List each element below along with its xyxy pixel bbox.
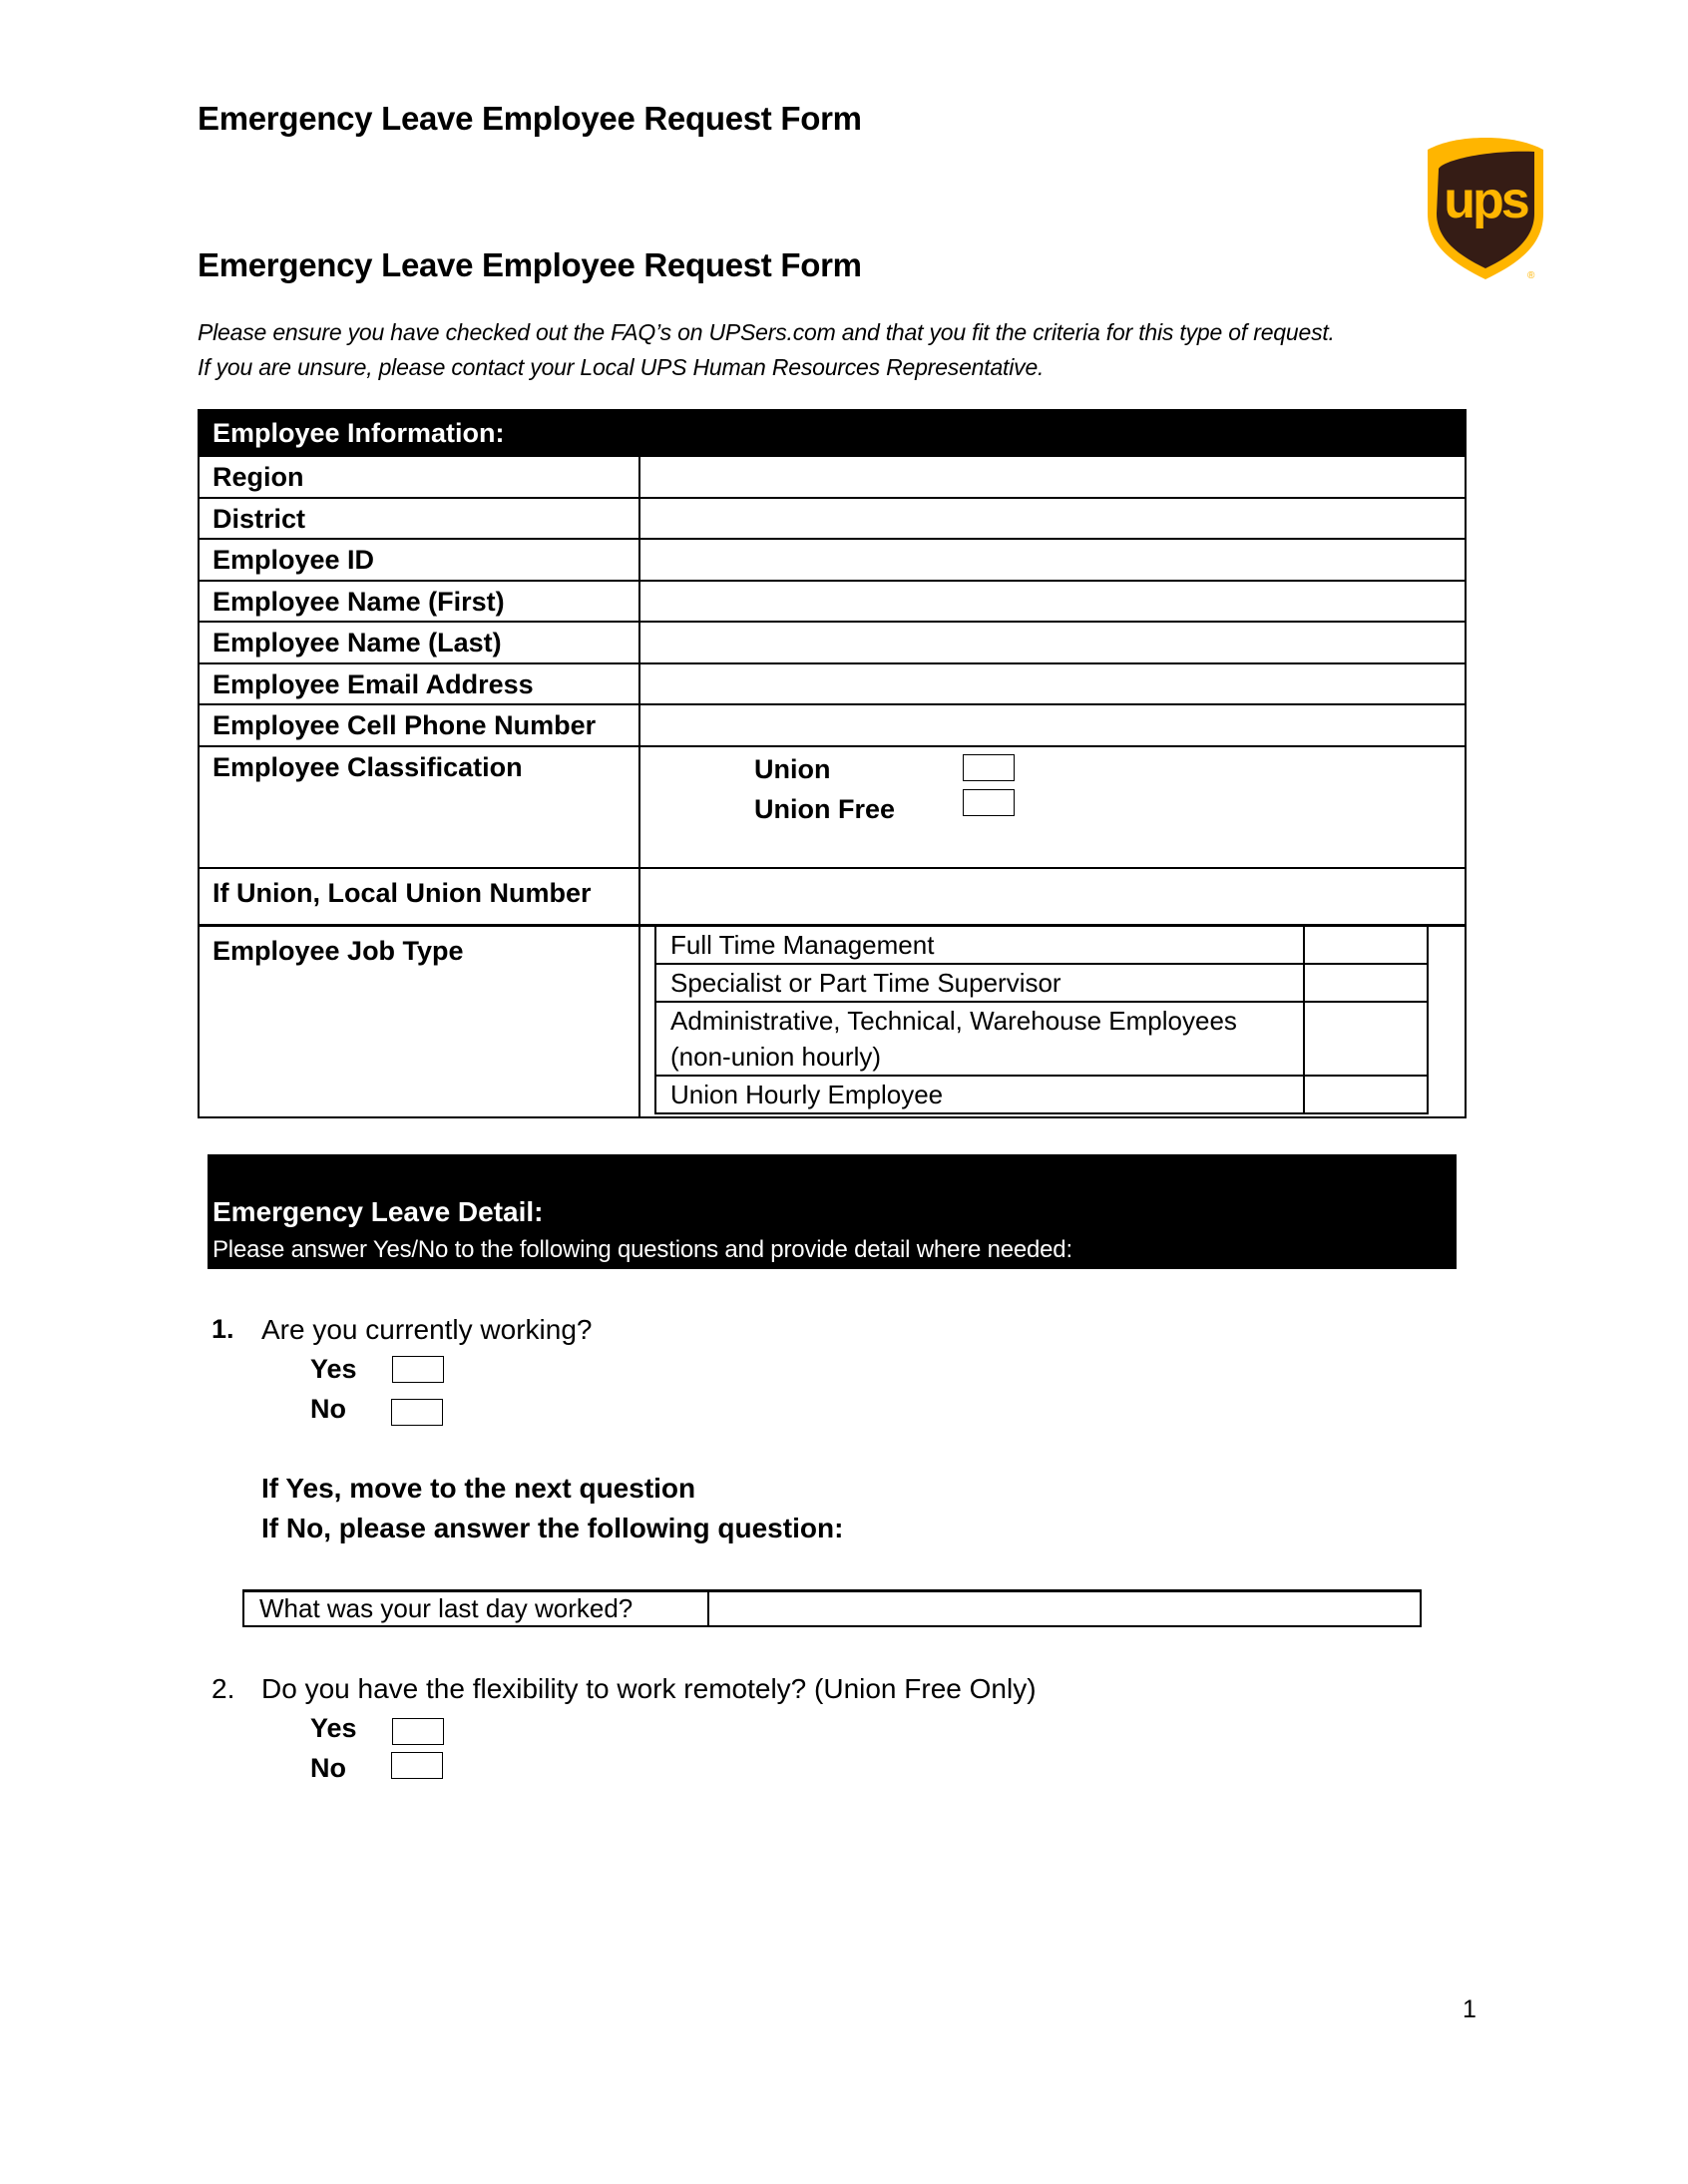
job-type-full-time-management-label: Full Time Management bbox=[670, 929, 935, 960]
job-type-row bbox=[656, 1003, 1427, 1077]
last-day-worked-label: What was your last day worked? bbox=[244, 1592, 709, 1625]
email-input[interactable] bbox=[640, 664, 1465, 704]
ups-logo-icon bbox=[1425, 136, 1546, 281]
last-day-worked-input[interactable] bbox=[709, 1592, 1420, 1625]
question-2-no-checkbox[interactable] bbox=[391, 1752, 443, 1779]
job-type-administrative-line-1: Administrative, Technical, Warehouse Employees bbox=[670, 1005, 1237, 1036]
question-2-no-label: No bbox=[310, 1753, 346, 1783]
field-label-last-name: Employee Name (Last) bbox=[200, 623, 640, 662]
job-type-administrative-line-2: (non-union hourly) bbox=[670, 1041, 882, 1072]
svg-text:ups: ups bbox=[1444, 172, 1527, 229]
local-union-number-input[interactable] bbox=[640, 869, 1465, 924]
field-label-district: District bbox=[200, 499, 640, 539]
form-title: Emergency Leave Employee Request Form bbox=[198, 246, 862, 283]
emergency-leave-detail-banner bbox=[208, 1154, 1457, 1269]
field-row-job-type bbox=[200, 924, 1465, 1116]
job-type-row bbox=[656, 927, 1427, 965]
field-label-first-name: Employee Name (First) bbox=[200, 582, 640, 622]
question-1-no-checkbox[interactable] bbox=[391, 1399, 443, 1426]
job-type-union-hourly-checkbox[interactable] bbox=[1303, 1077, 1427, 1112]
field-row-email bbox=[200, 662, 1465, 704]
page-number: 1 bbox=[1463, 1995, 1477, 2023]
question-1-number: 1. bbox=[211, 1314, 234, 1344]
question-1-text: Are you currently working? bbox=[261, 1314, 593, 1345]
employee-information-table bbox=[198, 409, 1467, 1118]
field-label-job-type: Employee Job Type bbox=[200, 927, 640, 1116]
job-type-table bbox=[654, 927, 1429, 1114]
job-type-full-time-management-checkbox[interactable] bbox=[1303, 927, 1427, 963]
intro-line-2: If you are unsure, please contact your Local UPS Human Resources Representative. bbox=[198, 354, 1045, 380]
question-1-instruction-no: If No, please answer the following question: bbox=[261, 1513, 844, 1543]
classification-option-union-label: Union bbox=[754, 753, 831, 784]
field-label-employee-id: Employee ID bbox=[200, 540, 640, 580]
employee-information-header: Employee Information: bbox=[200, 411, 1465, 455]
field-label-region: Region bbox=[200, 457, 640, 497]
job-type-administrative-label bbox=[656, 1003, 1303, 1075]
classification-union-free-checkbox[interactable] bbox=[963, 789, 1015, 816]
employee-id-input[interactable] bbox=[640, 540, 1465, 580]
job-type-options bbox=[640, 927, 1465, 1116]
first-name-input[interactable] bbox=[640, 582, 1465, 622]
district-input[interactable] bbox=[640, 499, 1465, 539]
emergency-leave-detail-subheader: Please answer Yes/No to the following questions and provide detail where needed: bbox=[212, 1236, 1072, 1263]
field-row-region bbox=[200, 455, 1465, 497]
field-row-employee-id bbox=[200, 538, 1465, 580]
question-2-yes-label: Yes bbox=[310, 1713, 357, 1743]
question-1-instruction-yes: If Yes, move to the next question bbox=[261, 1473, 696, 1504]
job-type-row bbox=[656, 965, 1427, 1003]
question-2-yes-checkbox[interactable] bbox=[392, 1718, 444, 1745]
field-row-last-name bbox=[200, 621, 1465, 662]
field-row-local-union bbox=[200, 867, 1465, 924]
question-1-yes-label: Yes bbox=[310, 1354, 357, 1384]
field-label-local-union: If Union, Local Union Number bbox=[200, 869, 640, 924]
classification-option-union-free-label: Union Free bbox=[754, 793, 896, 824]
classification-options bbox=[640, 747, 1465, 867]
region-input[interactable] bbox=[640, 457, 1465, 497]
question-2-text: Do you have the flexibility to work remotely? (Union Free Only) bbox=[261, 1673, 1037, 1704]
classification-union-checkbox[interactable] bbox=[963, 754, 1015, 781]
question-1-yes-checkbox[interactable] bbox=[392, 1356, 444, 1383]
job-type-administrative-checkbox[interactable] bbox=[1303, 1003, 1427, 1075]
job-type-union-hourly-label: Union Hourly Employee bbox=[670, 1079, 944, 1109]
question-1-no-label: No bbox=[310, 1394, 346, 1424]
job-type-specialist-checkbox[interactable] bbox=[1303, 965, 1427, 1001]
field-row-cell-phone bbox=[200, 703, 1465, 745]
field-label-cell-phone: Employee Cell Phone Number bbox=[200, 705, 640, 745]
intro-line-1: Please ensure you have checked out the FAQ’s on UPSers.com and that you fit the criteria for this type of request. bbox=[198, 319, 1335, 345]
last-name-input[interactable] bbox=[640, 623, 1465, 662]
field-label-classification: Employee Classification bbox=[200, 747, 640, 867]
svg-text:®: ® bbox=[1527, 270, 1535, 281]
job-type-row bbox=[656, 1077, 1427, 1114]
job-type-specialist-label: Specialist or Part Time Supervisor bbox=[670, 967, 1061, 998]
emergency-leave-detail-header: Emergency Leave Detail: bbox=[212, 1196, 544, 1227]
field-label-email: Employee Email Address bbox=[200, 664, 640, 704]
field-row-classification bbox=[200, 745, 1465, 867]
last-day-worked-field bbox=[242, 1589, 1422, 1627]
field-row-district bbox=[200, 497, 1465, 539]
question-2-number: 2. bbox=[211, 1673, 235, 1704]
field-row-first-name bbox=[200, 580, 1465, 622]
cell-phone-input[interactable] bbox=[640, 705, 1465, 745]
document-header-title: Emergency Leave Employee Request Form bbox=[198, 100, 862, 137]
